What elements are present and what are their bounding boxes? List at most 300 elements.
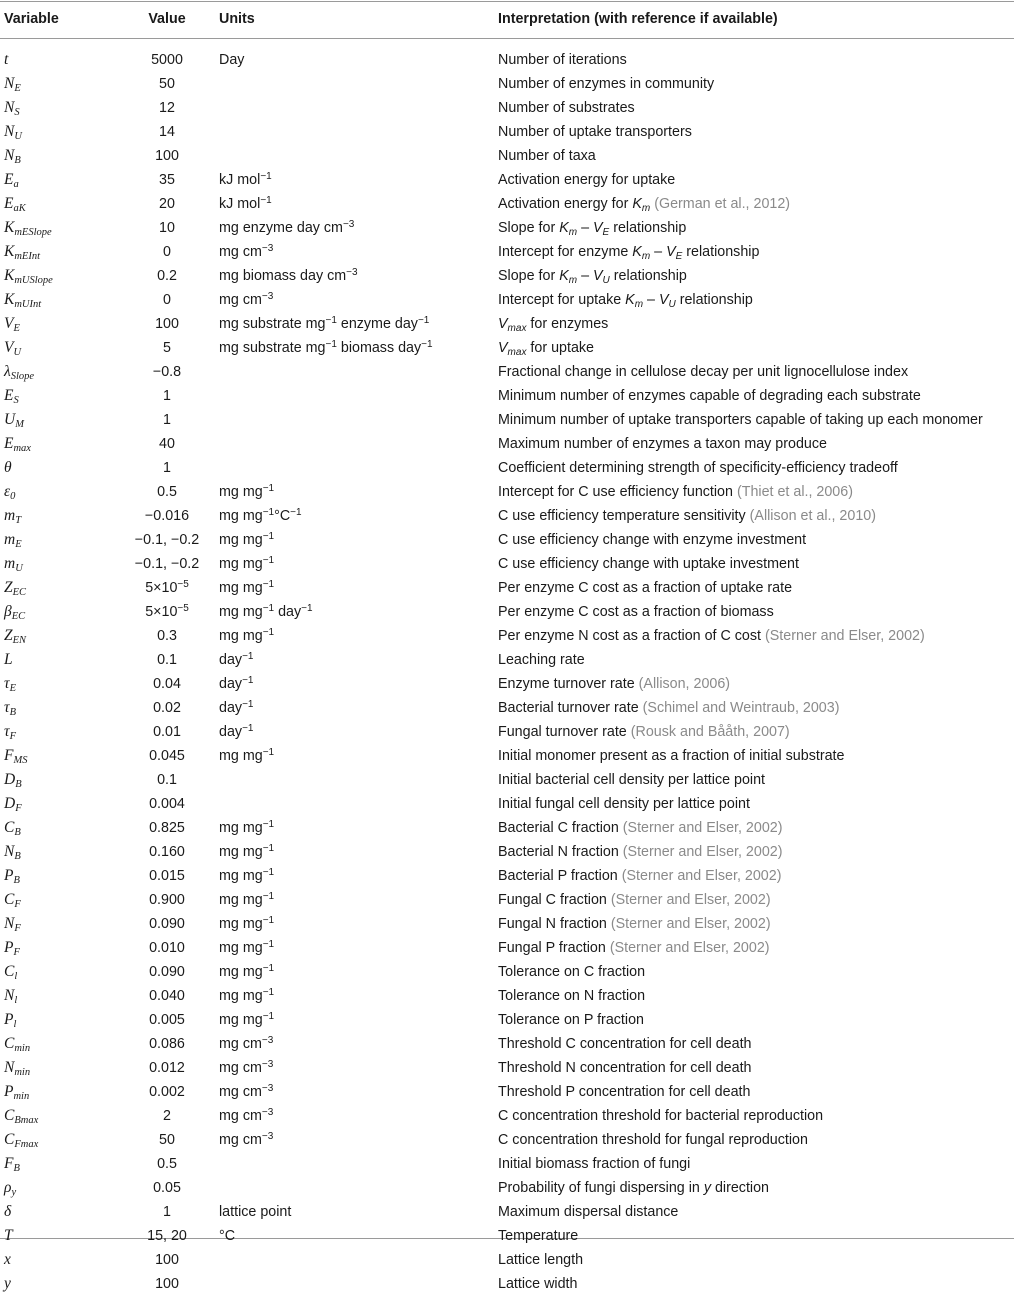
table-row	[0, 432, 1014, 456]
interpretation-cell	[498, 960, 1014, 984]
variable-cell	[0, 216, 116, 240]
interp-text: C use efficiency change with enzyme investment	[498, 531, 807, 548]
reference-link[interactable]: (Sterner and Elser, 2002)	[621, 867, 782, 884]
interpretation-cell	[498, 312, 1014, 336]
variable-subscript: F	[13, 947, 20, 958]
interp-text-2: direction	[711, 1179, 770, 1196]
unit-text: mg mg	[219, 819, 263, 836]
unit-exponent: −1	[262, 962, 275, 974]
value-cell	[116, 576, 218, 600]
table-row	[0, 1176, 1014, 1200]
variable-base: Z	[4, 579, 13, 596]
variable-cell	[0, 408, 116, 432]
unit-exponent: −1	[262, 914, 275, 926]
interpretation-cell	[498, 48, 1014, 72]
variable-base: E	[4, 387, 14, 404]
header-units: Units	[219, 10, 255, 27]
table-row	[0, 264, 1014, 288]
units-cell	[218, 840, 498, 864]
reference-link[interactable]: (Schimel and Weintraub, 2003)	[642, 699, 840, 716]
variable-subscript: E	[13, 323, 20, 334]
interp-text: Initial monomer present as a fraction of initial substrate	[498, 747, 845, 764]
variable-cell	[0, 336, 116, 360]
interp-text: Tolerance on N fraction	[498, 987, 646, 1004]
variable-cell	[0, 1032, 116, 1056]
variable-cell	[0, 504, 116, 528]
variable-subscript: S	[14, 107, 20, 118]
table-row	[0, 1248, 1014, 1272]
interpretation-cell	[498, 240, 1014, 264]
variable-base: C	[4, 1035, 15, 1052]
table-row	[0, 768, 1014, 792]
table-row	[0, 384, 1014, 408]
variable-cell	[0, 936, 116, 960]
reference-link[interactable]: (Sterner and Elser, 2002)	[622, 819, 783, 836]
interpretation-cell	[498, 1152, 1014, 1176]
interp-subscript: m	[634, 298, 644, 310]
interpretation-cell	[498, 720, 1014, 744]
value-text: 1	[163, 459, 171, 476]
value-cell	[116, 912, 218, 936]
units-cell	[218, 120, 498, 144]
value-cell	[116, 888, 218, 912]
interp-text: Threshold C concentration for cell death	[498, 1035, 752, 1052]
units-cell	[218, 408, 498, 432]
units-cell	[218, 1104, 498, 1128]
table-row	[0, 792, 1014, 816]
unit-text: mg mg	[219, 747, 263, 764]
unit-exponent: −1	[242, 698, 254, 710]
unit-text: Day	[219, 51, 245, 68]
reference-link[interactable]: (Sterner and Elser, 2002)	[610, 915, 771, 932]
variable-symbol	[4, 1059, 30, 1076]
variable-base: E	[4, 195, 14, 212]
value-cell	[116, 168, 218, 192]
unit-suffix: enzyme day	[336, 315, 418, 332]
units-cell	[218, 864, 498, 888]
variable-base: K	[4, 243, 15, 260]
unit-exponent: −1	[262, 866, 275, 878]
variable-base: N	[4, 987, 15, 1004]
variable-symbol	[4, 531, 22, 548]
variable-base: V	[4, 339, 14, 356]
interp-subscript: m	[568, 274, 578, 286]
interpretation-cell	[498, 1008, 1014, 1032]
variable-cell	[0, 360, 116, 384]
reference-link[interactable]: (Sterner and Elser, 2002)	[610, 891, 771, 908]
interp-text: C concentration threshold for bacterial reproduction	[498, 1107, 824, 1124]
variable-subscript: B	[14, 851, 21, 862]
value-cell	[116, 840, 218, 864]
interpretation-cell	[498, 936, 1014, 960]
interp-text: Number of taxa	[498, 147, 596, 164]
interp-subscript-2: U	[668, 298, 676, 310]
interp-text-3: relationship	[609, 219, 687, 236]
interp-text: Number of enzymes in community	[498, 75, 715, 92]
table-row	[0, 864, 1014, 888]
variable-base: F	[4, 747, 14, 764]
variable-symbol	[4, 483, 15, 500]
interp-text-2: –	[643, 291, 659, 308]
variable-base: ρ	[4, 1179, 12, 1196]
interp-text: Bacterial P fraction	[498, 867, 618, 884]
interp-text: Initial biomass fraction of fungi	[498, 1155, 691, 1172]
interp-text: C use efficiency temperature sensitivity	[498, 507, 746, 524]
unit-text: mg enzyme day cm	[219, 219, 343, 236]
value-text: 5	[163, 339, 171, 356]
value-text: −0.1, −0.2	[134, 531, 200, 548]
variable-subscript: U	[14, 131, 22, 142]
value-cell	[116, 240, 218, 264]
unit-exponent-2: −1	[417, 314, 430, 326]
interp-text: Initial bacterial cell density per lattice point	[498, 771, 766, 788]
variable-cell	[0, 1176, 116, 1200]
variable-symbol	[4, 795, 22, 812]
unit-suffix: °C	[274, 507, 291, 524]
unit-exponent: −1	[262, 746, 275, 758]
interpretation-cell	[498, 72, 1014, 96]
table-row	[0, 72, 1014, 96]
unit-exponent: −1	[242, 674, 254, 686]
units-cell	[218, 1272, 498, 1296]
interp-text: Tolerance on P fraction	[498, 1011, 644, 1028]
variable-base: ε	[4, 483, 11, 500]
table-row	[0, 720, 1014, 744]
units-cell	[218, 96, 498, 120]
value-text: 0.5	[157, 1155, 177, 1172]
unit-exponent: −1	[260, 170, 272, 182]
variable-symbol	[4, 387, 19, 404]
table-row	[0, 48, 1014, 72]
variable-subscript: mUInt	[14, 299, 42, 310]
variable-subscript: l	[13, 1019, 17, 1030]
value-cell	[116, 1272, 218, 1296]
reference-link[interactable]: (Sterner and Elser, 2002)	[765, 627, 925, 644]
variable-subscript: S	[13, 395, 19, 406]
variable-symbol	[4, 1227, 13, 1244]
units-cell	[218, 816, 498, 840]
interpretation-cell	[498, 288, 1014, 312]
interp-text: Temperature	[498, 1227, 579, 1244]
value-text: 14	[159, 123, 175, 140]
unit-exponent: −3	[261, 1106, 274, 1118]
variable-cell	[0, 1200, 116, 1224]
variable-base: K	[4, 219, 15, 236]
interp-subscript-2: U	[602, 274, 610, 286]
reference-link[interactable]: (Sterner and Elser, 2002)	[622, 843, 783, 860]
variable-subscript: MS	[13, 755, 28, 766]
reference-link[interactable]: (German et al., 2012)	[654, 195, 791, 212]
variable-symbol	[4, 627, 26, 644]
interpretation-cell	[498, 360, 1014, 384]
interpretation-cell	[498, 168, 1014, 192]
variable-cell	[0, 624, 116, 648]
interp-text: Per enzyme N cost as a fraction of C cost	[498, 627, 762, 644]
unit-exponent: −1	[325, 314, 337, 326]
variable-base: N	[4, 99, 15, 116]
unit-text: mg mg	[219, 603, 263, 620]
value-cell	[116, 1032, 218, 1056]
units-cell	[218, 1056, 498, 1080]
unit-exponent: −3	[346, 266, 358, 278]
unit-exponent: −1	[262, 818, 275, 830]
interp-symbol-2: $V_U$	[658, 291, 676, 310]
variable-cell	[0, 600, 116, 624]
value-cell	[116, 1080, 218, 1104]
interp-subscript-2: E	[602, 226, 610, 238]
table-row	[0, 816, 1014, 840]
units-cell	[218, 1008, 498, 1032]
reference-link[interactable]: (Sterner and Elser, 2002)	[609, 939, 770, 956]
table-row	[0, 744, 1014, 768]
reference-link[interactable]: (Thiet et al., 2006)	[736, 483, 853, 500]
variable-subscript: U	[15, 563, 23, 574]
unit-exponent-2: −1	[301, 602, 313, 614]
interp-text-2: –	[577, 219, 593, 236]
interpretation-cell	[498, 1272, 1014, 1296]
interp-text: Slope for	[498, 267, 560, 284]
value-cell	[116, 936, 218, 960]
value-exponent: −5	[177, 602, 189, 614]
unit-text: mg mg	[219, 891, 263, 908]
interp-text: Number of uptake transporters	[498, 123, 692, 140]
variable-base: U	[4, 411, 16, 428]
unit-exponent: −3	[261, 290, 274, 302]
value-cell	[116, 960, 218, 984]
variable-cell	[0, 840, 116, 864]
variable-symbol	[4, 1107, 38, 1124]
variable-cell	[0, 288, 116, 312]
variable-cell	[0, 168, 116, 192]
value-text: 0.086	[149, 1035, 185, 1052]
interp-symbol-base: V	[498, 315, 508, 332]
value-cell	[116, 528, 218, 552]
variable-symbol	[4, 195, 26, 212]
table-row	[0, 1224, 1014, 1248]
variable-subscript: l	[14, 971, 18, 982]
table-row	[0, 96, 1014, 120]
variable-base: λ	[4, 363, 11, 380]
variable-subscript: F	[14, 923, 21, 934]
value-cell	[116, 96, 218, 120]
interpretation-cell	[498, 1104, 1014, 1128]
variable-base: Z	[4, 627, 13, 644]
interpretation-cell	[498, 504, 1014, 528]
variable-subscript: E	[15, 539, 22, 550]
units-cell	[218, 360, 498, 384]
variable-symbol	[4, 123, 22, 140]
interp-subscript: m	[568, 226, 578, 238]
variable-base: δ	[4, 1203, 12, 1220]
interpretation-cell	[498, 696, 1014, 720]
variable-cell	[0, 528, 116, 552]
variable-subscript: B	[15, 779, 22, 790]
table-row	[0, 480, 1014, 504]
variable-subscript: U	[13, 347, 22, 358]
variable-base: β	[4, 603, 12, 620]
value-cell	[116, 408, 218, 432]
unit-text: mg cm	[219, 1035, 262, 1052]
value-text: 0.005	[149, 1011, 185, 1028]
interp-text: Fungal N fraction	[498, 915, 607, 932]
table-row	[0, 288, 1014, 312]
units-cell	[218, 264, 498, 288]
variable-symbol	[4, 1275, 11, 1292]
unit-exponent: −1	[262, 890, 275, 902]
table-row	[0, 192, 1014, 216]
unit-text: mg mg	[219, 507, 263, 524]
variable-cell	[0, 816, 116, 840]
unit-text: mg mg	[219, 987, 263, 1004]
value-cell	[116, 1104, 218, 1128]
interpretation-cell	[498, 912, 1014, 936]
table-row	[0, 936, 1014, 960]
value-text: 0.002	[149, 1083, 185, 1100]
value-cell	[116, 624, 218, 648]
unit-exponent: −3	[261, 1058, 274, 1070]
unit-exponent: −1	[242, 722, 254, 734]
variable-subscript: max	[13, 443, 31, 454]
table-row	[0, 1056, 1014, 1080]
value-cell	[116, 48, 218, 72]
table-row	[0, 576, 1014, 600]
value-text: 100	[155, 147, 179, 164]
interp-text-2: –	[577, 267, 593, 284]
unit-text: mg cm	[219, 1107, 262, 1124]
variable-symbol	[4, 459, 12, 476]
units-cell	[218, 936, 498, 960]
variable-symbol	[4, 291, 41, 308]
table-row	[0, 984, 1014, 1008]
value-text: 0	[163, 243, 171, 260]
table-row	[0, 624, 1014, 648]
table-row	[0, 912, 1014, 936]
variable-subscript: EC	[12, 587, 27, 598]
interpretation-cell	[498, 1032, 1014, 1056]
value-text: 0.090	[149, 963, 185, 980]
variable-base: x	[4, 1251, 11, 1268]
variable-subscript: F	[14, 899, 21, 910]
variable-base: C	[4, 819, 15, 836]
unit-exponent: −1	[262, 938, 275, 950]
variable-cell	[0, 672, 116, 696]
value-text: 0.012	[149, 1059, 185, 1076]
value-text: 0.900	[149, 891, 185, 908]
interpretation-cell	[498, 864, 1014, 888]
units-cell	[218, 744, 498, 768]
header-value: Value	[148, 10, 186, 27]
table-row	[0, 1152, 1014, 1176]
interpretation-cell	[498, 192, 1014, 216]
table-row	[0, 408, 1014, 432]
variable-cell	[0, 1008, 116, 1032]
units-cell	[218, 48, 498, 72]
unit-text: mg biomass day cm	[219, 267, 347, 284]
variable-symbol	[4, 867, 20, 884]
interpretation-cell	[498, 888, 1014, 912]
variable-base: F	[4, 1155, 14, 1172]
value-cell	[116, 288, 218, 312]
variable-base: K	[4, 267, 15, 284]
reference-link[interactable]: (Allison, 2006)	[638, 675, 731, 692]
units-cell	[218, 552, 498, 576]
unit-text: mg mg	[219, 1011, 263, 1028]
variable-symbol	[4, 411, 24, 428]
unit-exponent: −1	[260, 194, 272, 206]
unit-exponent: −3	[261, 1130, 274, 1142]
interp-text: Intercept for enzyme	[498, 243, 633, 260]
interpretation-cell	[498, 1128, 1014, 1152]
value-text: 1	[163, 411, 171, 428]
variable-subscript: M	[15, 419, 24, 430]
variable-cell	[0, 384, 116, 408]
value-text: 0.1	[157, 651, 177, 668]
variable-subscript: y	[11, 1187, 17, 1198]
units-cell	[218, 888, 498, 912]
units-cell	[218, 216, 498, 240]
variable-base: τ	[4, 699, 10, 716]
value-cell	[116, 504, 218, 528]
variable-subscript: F	[15, 803, 22, 814]
variable-symbol	[4, 771, 22, 788]
variable-subscript: min	[13, 1091, 30, 1102]
value-text: 0.05	[153, 1179, 181, 1196]
units-cell	[218, 456, 498, 480]
value-text: −0.1, −0.2	[134, 555, 200, 572]
interp-symbol-base: V	[498, 339, 508, 356]
value-cell	[116, 672, 218, 696]
table-row	[0, 240, 1014, 264]
variable-cell	[0, 1128, 116, 1152]
interp-text: Maximum number of enzymes a taxon may produce	[498, 435, 827, 452]
variable-subscript: min	[14, 1043, 31, 1054]
value-text: 0.010	[149, 939, 185, 956]
table-row	[0, 528, 1014, 552]
value-text: 12	[159, 99, 175, 116]
units-cell	[218, 576, 498, 600]
variable-subscript: Fmax	[14, 1139, 39, 1150]
unit-text: °C	[219, 1227, 236, 1244]
interp-text-3: relationship	[609, 267, 687, 284]
table-row	[0, 312, 1014, 336]
units-cell	[218, 696, 498, 720]
value-exponent: −5	[177, 578, 189, 590]
table-top-rule	[0, 1, 1014, 2]
interp-text: Tolerance on C fraction	[498, 963, 646, 980]
variable-base: K	[4, 291, 15, 308]
value-cell	[116, 1248, 218, 1272]
value-cell	[116, 1056, 218, 1080]
units-cell	[218, 432, 498, 456]
reference-link[interactable]: (Allison et al., 2010)	[749, 507, 876, 524]
unit-text: day	[219, 651, 243, 668]
table-header	[0, 4, 1014, 48]
variable-symbol	[4, 99, 20, 116]
variable-cell	[0, 720, 116, 744]
interp-symbol: $K_m$	[559, 219, 578, 238]
header-variable: Variable	[4, 10, 59, 27]
variable-symbol	[4, 1035, 30, 1052]
reference-link[interactable]: (Rousk and Bååth, 2007)	[630, 723, 790, 740]
interp-text: Minimum number of uptake transporters capable of taking up each monomer	[498, 411, 983, 428]
variable-symbol	[4, 915, 21, 932]
interp-text: Coefficient determining strength of specificity-efficiency tradeoff	[498, 459, 898, 476]
variable-cell	[0, 240, 116, 264]
unit-text: day	[219, 723, 243, 740]
value-cell	[116, 816, 218, 840]
interp-text: Fractional change in cellulose decay per unit lignocellulose index	[498, 363, 909, 380]
value-text: 0.04	[153, 675, 181, 692]
